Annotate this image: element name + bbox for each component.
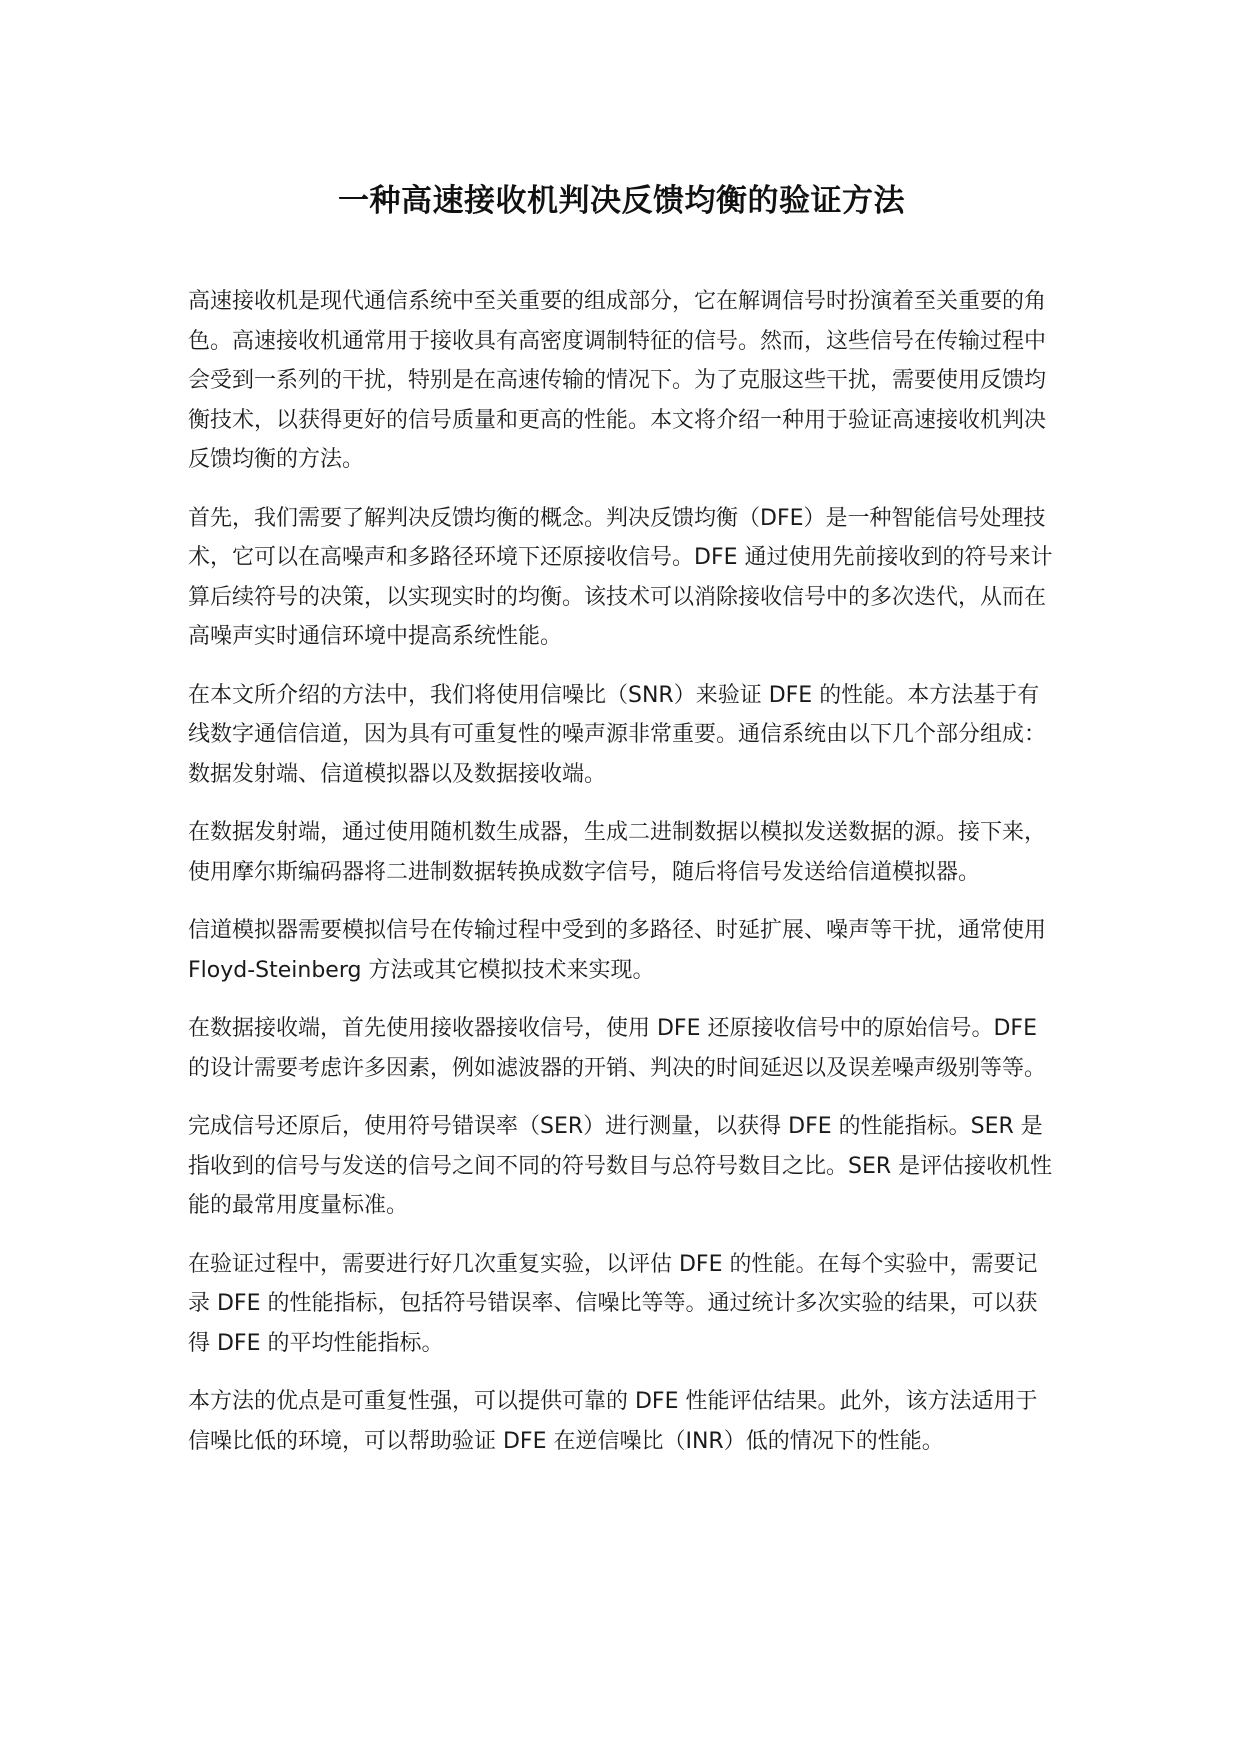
document-title: 一种高速接收机判决反馈均衡的验证方法 bbox=[338, 183, 905, 219]
paragraph-transmitter: 在数据发射端，通过使用随机数生成器，生成二进制数据以模拟发送数据的源。接下来，使用摩尔斯编码器将二进制数据转换成数字信号，随后将信号发送给信道模拟器。 bbox=[188, 820, 1047, 885]
document-body bbox=[188, 282, 1055, 1461]
paragraph-intro: 高速接收机是现代通信系统中至关重要的组成部分，它在解调信号时扮演着至关重要的角色。高速接收机通常用于接收具有高密度调制特征的信号。然而，这些信号在传输过程中会受到一系列的干扰，特别是在高速传输的情况下。为了克服这些干扰，需要使用反馈均衡技术，以获得更好的信号质量和更高的性能。本文将介绍一种用于验证高速接收机判决反馈均衡的方法。 bbox=[188, 289, 1047, 472]
paragraph-receiver: 在数据接收端，首先使用接收器接收信号，使用 DFE 还原接收信号中的原始信号。DFE 的设计需要考虑许多因素，例如滤波器的开销、判决的时间延迟以及误差噪声级别等等。 bbox=[188, 1016, 1047, 1081]
paragraph-dfe-concept: 首先，我们需要了解判决反馈均衡的概念。判决反馈均衡（DFE）是一种智能信号处理技术，它可以在高噪声和多路径环境下还原接收信号。DFE 通过使用先前接收到的符号来计算后续符号的决策，以实现实时的均衡。该技术可以消除接收信号中的多次迭代，从而在高噪声实时通信环境中提高系统性能。 bbox=[188, 505, 1053, 649]
paragraph-method-overview: 在本文所介绍的方法中，我们将使用信噪比（SNR）来验证 DFE 的性能。本方法基于有线数字通信信道，因为具有可重复性的噪声源非常重要。通信系统由以下几个部分组成：数据发射端、信道模拟器以及数据接收端。 bbox=[188, 682, 1047, 787]
paragraph-channel-simulator: 信道模拟器需要模拟信号在传输过程中受到的多路径、时延扩展、噪声等干扰，通常使用 Floyd-Steinberg 方法或其它模拟技术来实现。 bbox=[188, 918, 1047, 983]
paragraph-ser-measurement: 完成信号还原后，使用符号错误率（SER）进行测量，以获得 DFE 的性能指标。SER 是指收到的信号与发送的信号之间不同的符号数目与总符号数目之比。SER 是评估接收机性能的最常用度量标准。 bbox=[188, 1114, 1053, 1218]
paragraph-verification-process: 在验证过程中，需要进行好几次重复实验，以评估 DFE 的性能。在每个实验中，需要记录 DFE 的性能指标，包括符号错误率、信噪比等等。通过统计多次实验的结果，可以获得 DFE 的平均性能指标。 bbox=[188, 1251, 1038, 1356]
paragraph-advantages: 本方法的优点是可重复性强，可以提供可靠的 DFE 性能评估结果。此外，该方法适用于信噪比低的环境，可以帮助验证 DFE 在逆信噪比（INR）低的情况下的性能。 bbox=[188, 1389, 1038, 1454]
